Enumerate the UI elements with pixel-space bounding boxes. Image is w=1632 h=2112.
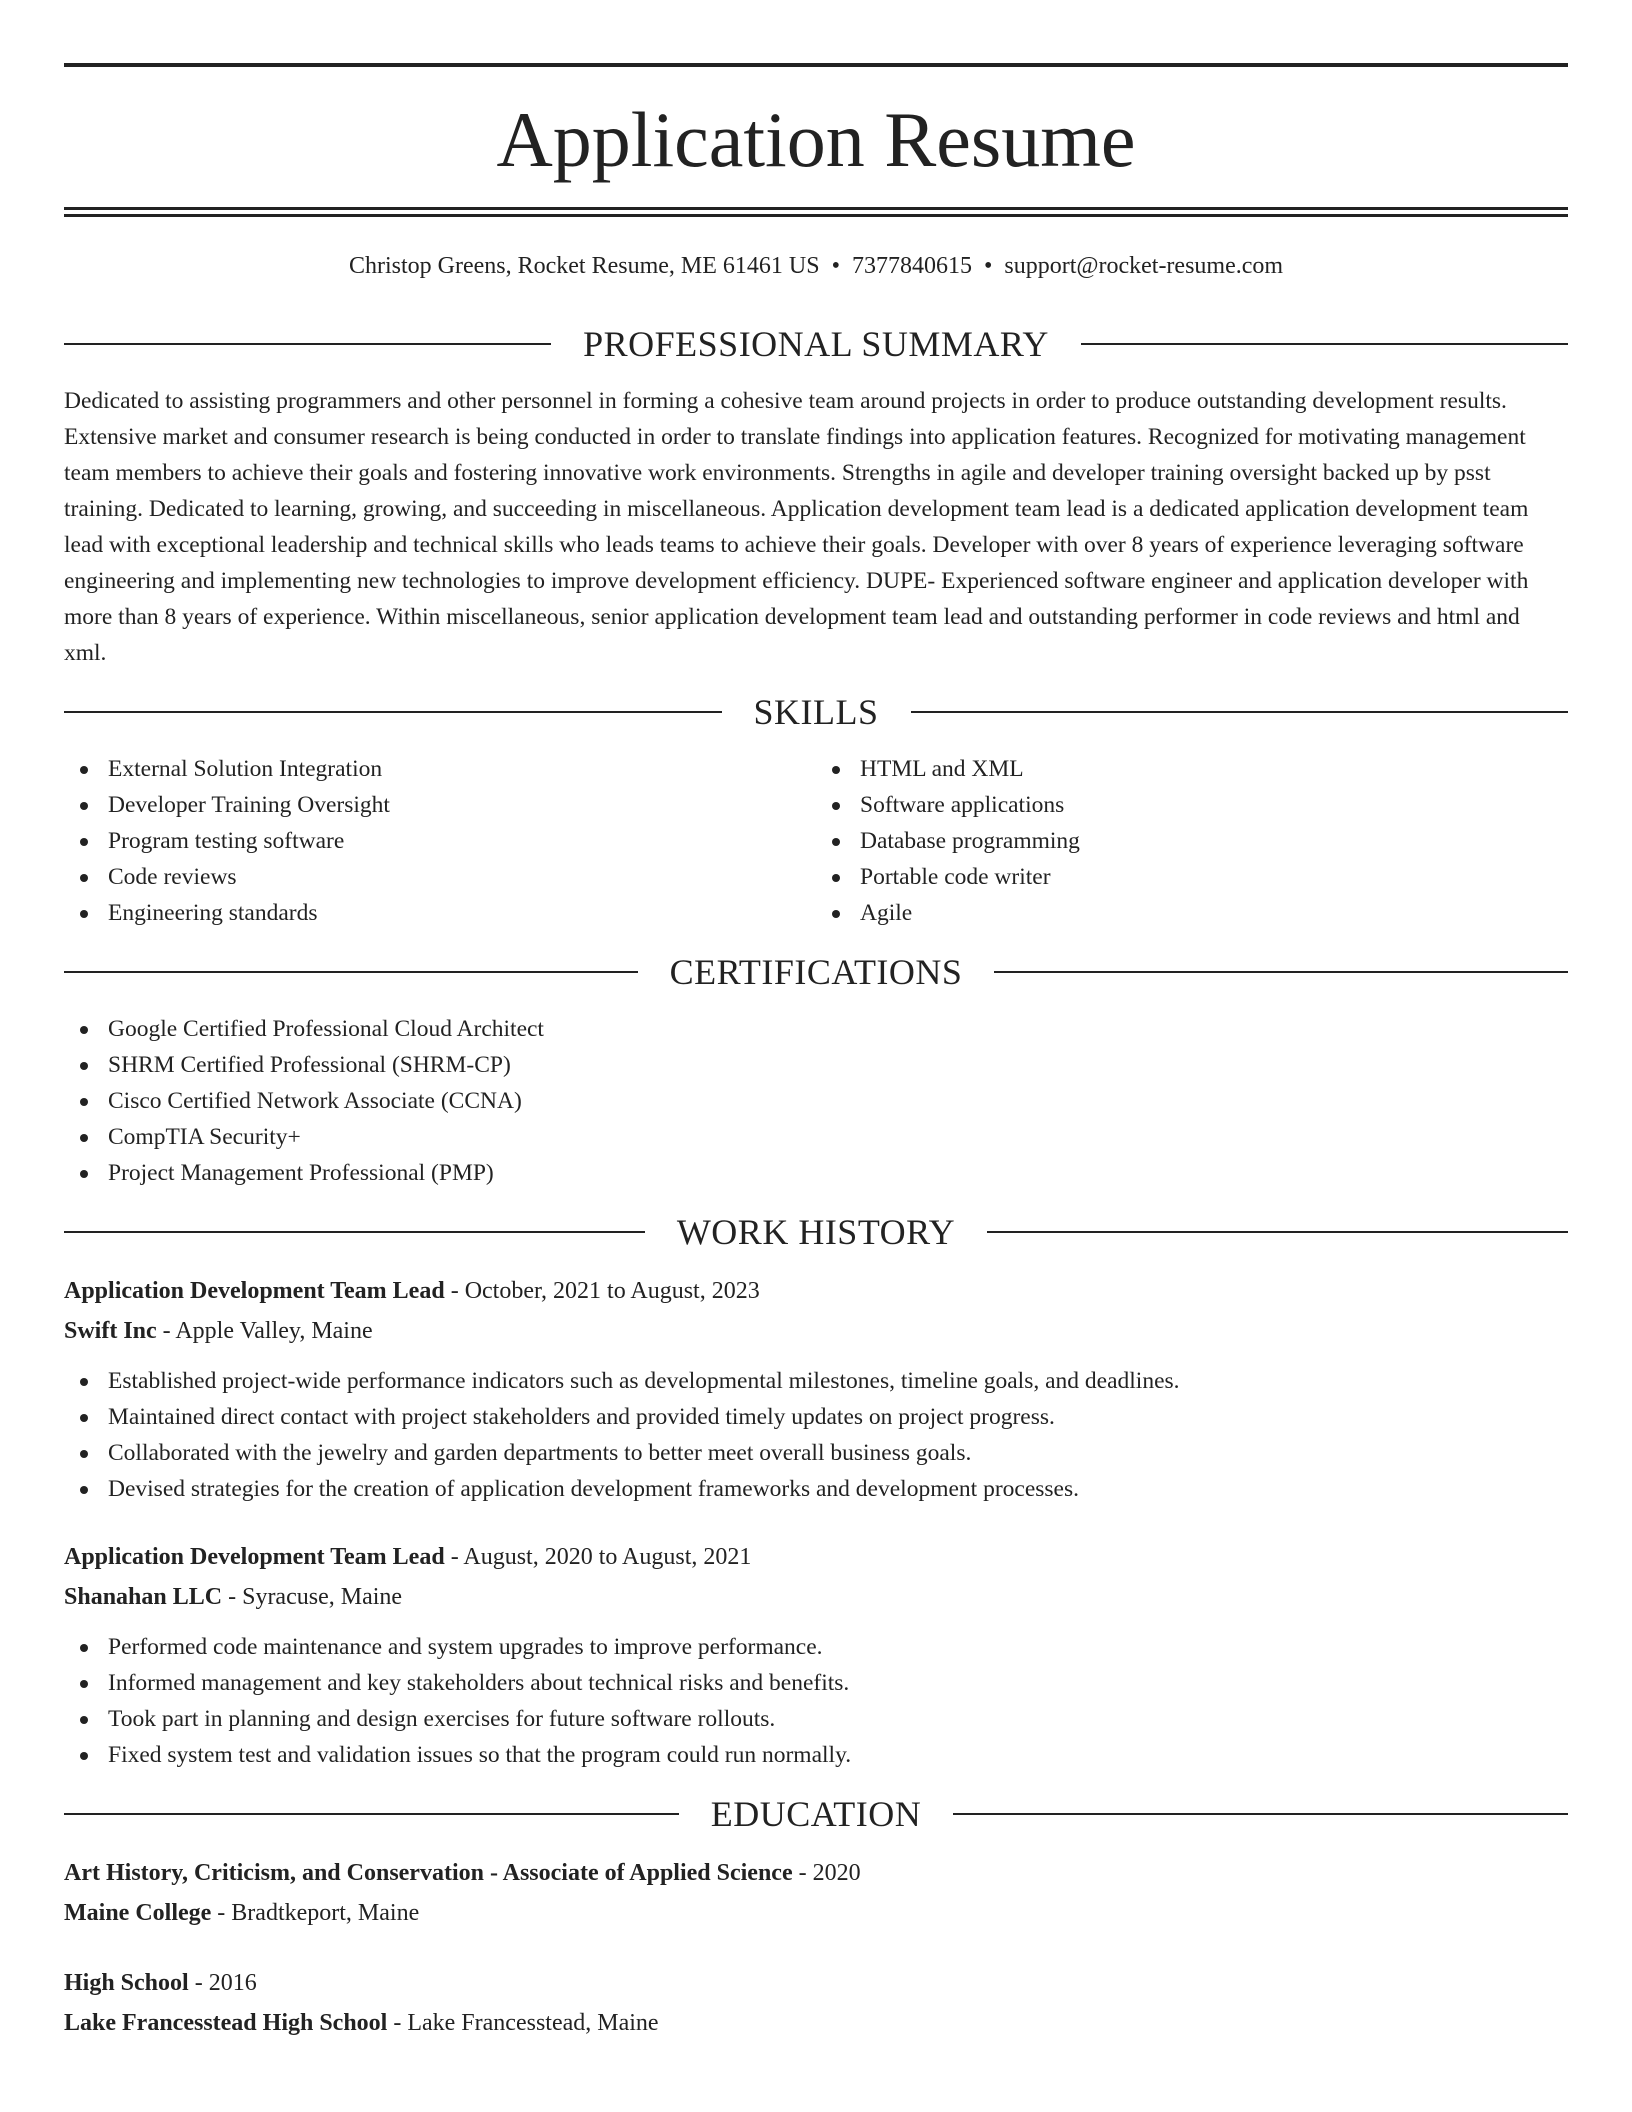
heading-rule: [64, 1231, 645, 1233]
job-bullet: Took part in planning and design exercises for future software rollouts.: [64, 1701, 1568, 1737]
skills-left-column: [64, 751, 816, 931]
job-bullet: Devised strategies for the creation of application development frameworks and development processes.: [64, 1471, 1568, 1507]
top-rule: [64, 63, 1568, 67]
job-location: Syracuse, Maine: [242, 1584, 403, 1610]
job-entry: [64, 1537, 1568, 1773]
contact-separator: •: [831, 253, 840, 279]
education-degree-line: [64, 1963, 1568, 2003]
job-title: Application Development Team Lead: [64, 1544, 445, 1570]
education-location: Bradtkeport, Maine: [231, 1900, 420, 1926]
job-bullets: [64, 1629, 1568, 1773]
skill-item: HTML and XML: [816, 751, 1568, 787]
summary-heading: PROFESSIONAL SUMMARY: [583, 324, 1049, 364]
skill-item: Developer Training Oversight: [64, 787, 816, 823]
education-entry: [64, 1963, 1568, 2043]
job-bullet: Fixed system test and validation issues so that the program could run normally.: [64, 1737, 1568, 1773]
education-year: 2016: [208, 1970, 257, 1996]
skills-heading: SKILLS: [753, 692, 879, 732]
skills-columns: [64, 751, 1568, 931]
contact-email: support@rocket-resume.com: [1004, 253, 1284, 279]
heading-rule: [64, 711, 722, 713]
joiner: -: [444, 1278, 465, 1304]
education-school-line: [64, 1893, 1568, 1933]
certification-item: SHRM Certified Professional (SHRM-CP): [64, 1047, 1568, 1083]
education-heading: EDUCATION: [710, 1794, 922, 1834]
job-dates: October, 2021 to August, 2023: [464, 1278, 760, 1304]
job-dates: August, 2020 to August, 2021: [463, 1544, 752, 1570]
education-school: Maine College: [64, 1900, 212, 1926]
certifications-section-heading: [64, 951, 1568, 993]
skills-right-list: [816, 751, 1568, 931]
heading-rule: [1081, 343, 1568, 345]
summary-text: Dedicated to assisting programmers and other personnel in forming a cohesive team around projects in order to produce outstanding development results. Extensive market and consumer research is being conducted in order to translate findings into application features. Recognized for motivating management team members to achieve their goals and fostering innovative work environments. Strengths in agile and developer training oversight backed up by psst training. Dedicated to learning, growing, and succeeding in miscellaneous. Application development team lead is a dedicated application development team lead with exceptional leadership and technical skills who leads teams to achieve their goals. Developer with over 8 years of experience leveraging software engineering and implementing new technologies to improve development efficiency. DUPE- Experienced software engineer and application developer with more than 8 years of experience. Within miscellaneous, senior application development team lead and outstanding performer in code reviews and html and xml.: [64, 388, 1529, 666]
contact-address: Christop Greens, Rocket Resume, ME 61461 US: [348, 253, 820, 279]
joiner: -: [188, 1970, 209, 1996]
skill-item: External Solution Integration: [64, 751, 816, 787]
skills-section-heading: [64, 691, 1568, 733]
certification-item: Cisco Certified Network Associate (CCNA): [64, 1083, 1568, 1119]
contact-line: [64, 253, 1568, 303]
joiner: -: [792, 1860, 813, 1886]
job-company-line: [64, 1577, 1568, 1617]
job-title: Application Development Team Lead: [64, 1278, 445, 1304]
contact-separator: •: [983, 253, 993, 279]
joiner: -: [222, 1584, 243, 1610]
heading-rule: [64, 971, 638, 973]
job-title-line: [64, 1271, 1568, 1311]
education-degree: Art History, Criticism, and Conservation - Associate of Applied Science: [64, 1860, 793, 1886]
heading-rule: [994, 971, 1568, 973]
skills-right-column: [816, 751, 1568, 931]
joiner: -: [444, 1544, 464, 1570]
summary-section-heading: [64, 323, 1568, 365]
job-bullet: Informed management and key stakeholders about technical risks and benefits.: [64, 1665, 1568, 1701]
joiner: -: [211, 1900, 232, 1926]
job-bullet: Maintained direct contact with project stakeholders and provided timely updates on project progress.: [64, 1399, 1568, 1435]
skill-item: Software applications: [816, 787, 1568, 823]
joiner: -: [156, 1318, 176, 1344]
education-degree: High School: [64, 1970, 189, 1996]
education-school: Lake Francesstead High School: [64, 2010, 388, 2036]
certification-item: CompTIA Security+: [64, 1119, 1568, 1155]
skills-left-list: [64, 751, 816, 931]
job-title-line: [64, 1537, 1568, 1577]
skill-item: Portable code writer: [816, 859, 1568, 895]
contact-phone: 7377840615: [851, 253, 972, 279]
skill-item: Engineering standards: [64, 895, 816, 931]
title-double-rule: [64, 207, 1568, 217]
education-degree-line: [64, 1853, 1568, 1893]
certifications-list: [64, 1011, 1568, 1191]
education-location: Lake Francesstead, Maine: [407, 2010, 659, 2036]
job-bullet: Established project-wide performance indicators such as developmental milestones, timeline goals, and deadlines.: [64, 1363, 1568, 1399]
heading-rule: [911, 711, 1569, 713]
work-heading: WORK HISTORY: [676, 1212, 956, 1252]
education-year: 2020: [812, 1860, 861, 1886]
skill-item: Agile: [816, 895, 1568, 931]
job-company: Shanahan LLC: [64, 1584, 223, 1610]
joiner: -: [387, 2010, 408, 2036]
education-school-line: [64, 2003, 1568, 2043]
heading-rule: [987, 1231, 1568, 1233]
skill-item: Database programming: [816, 823, 1568, 859]
skill-item: Code reviews: [64, 859, 816, 895]
certifications-heading: CERTIFICATIONS: [669, 952, 963, 992]
education-section-heading: [64, 1793, 1568, 1835]
certification-item: Project Management Professional (PMP): [64, 1155, 1568, 1191]
work-section-heading: [64, 1211, 1568, 1253]
job-bullets: [64, 1363, 1568, 1507]
certification-item: Google Certified Professional Cloud Architect: [64, 1011, 1568, 1047]
heading-rule: [64, 1813, 679, 1815]
education-entry: [64, 1853, 1568, 1933]
resume-title: Application Resume: [496, 96, 1136, 183]
job-location: Apple Valley, Maine: [175, 1318, 373, 1344]
job-company-line: [64, 1311, 1568, 1351]
job-company: Swift Inc: [64, 1318, 157, 1344]
job-bullet: Collaborated with the jewelry and garden departments to better meet overall business goals.: [64, 1435, 1568, 1471]
job-bullet: Performed code maintenance and system upgrades to improve performance.: [64, 1629, 1568, 1665]
skill-item: Program testing software: [64, 823, 816, 859]
job-entry: [64, 1271, 1568, 1507]
heading-rule: [64, 343, 551, 345]
heading-rule: [953, 1813, 1568, 1815]
